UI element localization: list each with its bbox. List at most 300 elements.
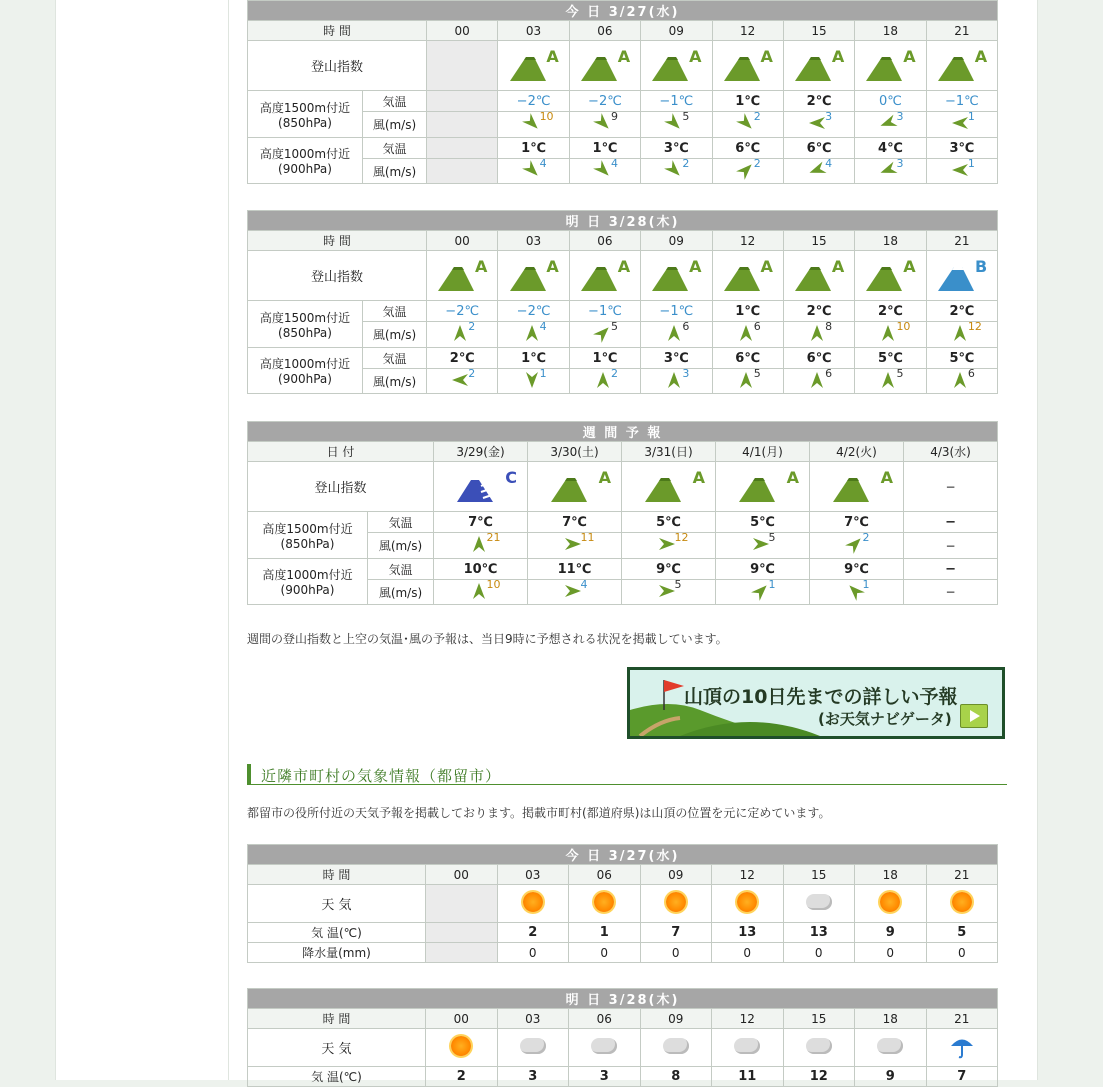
wind-speed: 2 (753, 110, 761, 123)
weather-cell (783, 1029, 855, 1067)
temp-cell: − (904, 559, 998, 580)
wind-arrow-icon (809, 371, 825, 389)
hour-cell: 15 (783, 865, 855, 885)
temp-cell: 9℃ (622, 559, 716, 580)
index-grade: A (760, 257, 773, 276)
wind-indicator (510, 366, 558, 390)
wind-arrow-icon (951, 162, 969, 178)
hour-label: 時 間 (248, 1009, 426, 1029)
wind-cell (622, 577, 716, 605)
wind-speed: 2 (862, 531, 870, 544)
alt1500-label: 高度1500m付近 (850hPa) (248, 512, 368, 559)
wind-indicator (866, 366, 914, 390)
index-cell (641, 251, 712, 301)
wind-speed: 3 (825, 110, 833, 123)
banner-subtitle: (お天気ナビゲータ) (818, 710, 952, 728)
temp-label: 気 温(℃) (248, 923, 426, 943)
hour-cell: 00 (427, 21, 498, 41)
wind-cell (569, 156, 640, 184)
wind-indicator (795, 320, 843, 343)
wind-arrow-icon (880, 371, 896, 389)
wind-indicator (457, 531, 505, 554)
table-title: 今 日 3/27(水) (248, 845, 998, 865)
sun-icon (451, 1036, 471, 1056)
precip-cell: 0 (497, 943, 569, 963)
wind-arrow-icon (452, 324, 468, 342)
wind-cell (569, 112, 640, 138)
index-cell (528, 462, 622, 512)
wind-speed: 2 (682, 156, 690, 170)
wind-label: 風(m/s) (363, 159, 427, 184)
index-grade: A (474, 257, 488, 276)
weekly-table (247, 421, 998, 605)
temp-cell: 12 (783, 1067, 855, 1087)
index-grade: A (786, 468, 799, 487)
index-cell (926, 41, 998, 91)
hour-cell: 12 (712, 21, 783, 41)
date-cell: 4/2(火) (810, 442, 904, 462)
mountain-index-icon (829, 462, 885, 508)
wind-cell (712, 322, 783, 348)
wind-indicator (652, 156, 700, 180)
wind-label: 風(m/s) (363, 322, 427, 348)
wind-cell (498, 366, 569, 394)
wind-arrow-icon (451, 372, 469, 388)
index-cell (498, 41, 569, 91)
precip-cell: 0 (712, 943, 784, 963)
temp-cell: 9 (855, 1067, 927, 1087)
weather-cell (426, 885, 498, 923)
wind-cell (528, 533, 622, 559)
wind-speed: 3 (896, 110, 904, 123)
temp-label: 気温 (368, 512, 434, 533)
temp-cell: 9℃ (716, 559, 810, 580)
wind-label: 風(m/s) (368, 580, 434, 605)
index-grade: A (831, 47, 845, 66)
temp-cell: 11 (712, 1067, 784, 1087)
temp-cell: 5℃ (716, 512, 810, 533)
wind-indicator (551, 531, 599, 554)
weather-label: 天 気 (248, 885, 426, 923)
wind-label: 風(m/s) (368, 533, 434, 559)
index-cell (427, 251, 498, 301)
wind-cell (810, 577, 904, 605)
temp-cell: 6℃ (783, 348, 854, 369)
weather-cell (640, 1029, 712, 1067)
index-cell: − (904, 462, 998, 512)
wind-indicator (724, 156, 772, 180)
temp-cell: 1℃ (712, 91, 783, 112)
wind-speed: 21 (486, 531, 501, 544)
temp-cell: 2℃ (855, 301, 926, 322)
index-label: 登山指数 (248, 251, 427, 301)
temp-cell: −1℃ (641, 301, 712, 322)
mountain-index-icon (735, 462, 791, 508)
wind-speed: 10 (486, 577, 501, 591)
hour-cell: 12 (712, 865, 784, 885)
section-heading (247, 764, 1007, 785)
wind-speed: 2 (468, 366, 476, 380)
weekly-note: 週間の登山指数と上空の気温･風の予報は、当日9時に予想される状況を掲載しています。 (247, 632, 728, 646)
wind-speed: 12 (674, 531, 689, 544)
wind-cell (498, 156, 569, 184)
wind-cell (434, 577, 528, 605)
cloud-icon (591, 1038, 617, 1054)
mountain-tomorrow-table (247, 210, 998, 394)
wind-arrow-icon (658, 583, 676, 599)
index-cell (926, 251, 998, 301)
temp-cell: 5℃ (926, 348, 998, 369)
wind-arrow-icon (471, 535, 487, 553)
wind-indicator (795, 110, 843, 133)
index-grade: A (546, 47, 559, 66)
index-grade: A (831, 257, 845, 276)
temp-cell: 5 (926, 923, 998, 943)
temp-cell: 5℃ (855, 348, 926, 369)
weather-cell (497, 885, 569, 923)
sun-icon (523, 892, 543, 912)
wind-speed: 10 (896, 320, 911, 333)
alt1000-label: 高度1000m付近 (900hPa) (248, 138, 363, 184)
wind-arrow-icon (951, 115, 969, 131)
wind-indicator (866, 156, 914, 180)
wind-indicator (581, 320, 629, 343)
hour-cell: 06 (569, 231, 640, 251)
wind-indicator (551, 577, 599, 601)
hour-cell: 06 (569, 865, 641, 885)
wind-speed: 8 (825, 320, 833, 333)
wind-cell (427, 366, 498, 394)
temp-cell: 2 (497, 923, 569, 943)
temp-cell: 3 (569, 1067, 641, 1087)
temp-cell: 7 (640, 923, 712, 943)
hour-cell: 03 (498, 21, 569, 41)
wind-speed: 6 (825, 366, 833, 380)
wind-indicator (938, 156, 986, 180)
wind-speed: 4 (580, 577, 588, 591)
wind-speed: 3 (896, 156, 904, 170)
wind-cell (783, 322, 854, 348)
temp-cell: 5℃ (622, 512, 716, 533)
wind-cell (855, 366, 926, 394)
weather-cell (783, 885, 855, 923)
left-sidebar (55, 0, 229, 1080)
temp-label: 気温 (368, 559, 434, 580)
hour-label: 時 間 (248, 21, 427, 41)
wind-cell (926, 322, 998, 348)
temp-label: 気温 (363, 91, 427, 112)
temp-cell: 1℃ (569, 138, 640, 159)
wind-arrow-icon (564, 583, 582, 599)
wind-cell (641, 366, 712, 394)
index-cell (712, 251, 783, 301)
cloud-icon (520, 1038, 546, 1054)
weather-cell (712, 1029, 784, 1067)
hour-cell: 21 (926, 1009, 998, 1029)
section-title: 近隣市町村の気象情報（都留市） (261, 767, 502, 785)
wind-speed: 9 (610, 110, 618, 123)
precip-label: 降水量(mm) (248, 943, 426, 963)
wind-indicator (581, 156, 629, 180)
wind-cell: − (904, 533, 998, 559)
temp-cell: 11℃ (528, 559, 622, 580)
temp-cell (427, 138, 498, 159)
hour-cell: 18 (855, 1009, 927, 1029)
date-cell: 3/30(土) (528, 442, 622, 462)
wind-indicator (652, 110, 700, 133)
temp-cell: 13 (783, 923, 855, 943)
wind-arrow-icon (658, 536, 676, 552)
mountain-index-icon (547, 462, 603, 508)
hour-cell: 03 (497, 1009, 569, 1029)
wind-cell (716, 577, 810, 605)
hour-cell: 09 (640, 1009, 712, 1029)
wind-indicator (645, 531, 693, 554)
weather-cell (855, 885, 927, 923)
table-title: 明 日 3/28(木) (248, 211, 998, 231)
wind-indicator (724, 110, 772, 133)
wind-indicator (457, 577, 505, 601)
wind-speed: 3 (682, 366, 690, 380)
index-grade: A (617, 47, 631, 66)
index-grade: A (903, 47, 916, 66)
index-grade: A (760, 47, 773, 66)
temp-cell: 3℃ (641, 348, 712, 369)
wind-speed: 1 (967, 110, 975, 123)
wind-speed: 1 (967, 156, 975, 170)
hour-label: 時 間 (248, 231, 427, 251)
sun-icon (737, 892, 757, 912)
temp-label: 気温 (363, 348, 427, 369)
wind-cell: − (904, 580, 998, 605)
wind-cell (926, 112, 998, 138)
sun-icon (666, 892, 686, 912)
weather-cell (569, 1029, 641, 1067)
mountain-storm-icon (453, 462, 509, 508)
index-cell (716, 462, 810, 512)
weather-cell (712, 885, 784, 923)
index-grade: A (692, 468, 705, 487)
wind-indicator (510, 156, 558, 180)
index-grade: A (903, 257, 916, 276)
wind-label: 風(m/s) (363, 369, 427, 394)
hour-cell: 15 (783, 21, 854, 41)
wind-indicator (938, 320, 986, 343)
temp-cell: − (904, 512, 998, 533)
wind-speed: 4 (539, 156, 547, 170)
wind-arrow-icon (666, 324, 682, 342)
temp-cell: 1℃ (498, 348, 569, 369)
temp-cell: 3 (497, 1067, 569, 1087)
temp-cell: −1℃ (569, 301, 640, 322)
temp-cell: 9 (855, 923, 927, 943)
wind-cell (569, 322, 640, 348)
temp-cell: −1℃ (641, 91, 712, 112)
wind-speed: 5 (610, 320, 618, 333)
hour-cell: 12 (712, 231, 783, 251)
wind-arrow-icon (666, 371, 682, 389)
index-grade: A (880, 468, 893, 487)
wind-cell (498, 112, 569, 138)
wind-speed: 1 (862, 577, 870, 591)
temp-cell: −2℃ (498, 301, 569, 322)
alt1000-label: 高度1000m付近 (900hPa) (248, 559, 368, 605)
weather-cell (640, 885, 712, 923)
wind-speed: 1 (768, 577, 776, 591)
wind-speed: 5 (896, 366, 904, 380)
wind-speed: 1 (539, 366, 547, 380)
temp-cell: 1℃ (569, 348, 640, 369)
temp-cell: 1℃ (498, 138, 569, 159)
date-cell: 3/31(日) (622, 442, 716, 462)
wind-indicator (739, 531, 787, 554)
wind-indicator (795, 366, 843, 390)
cloud-icon (806, 894, 832, 910)
wind-cell (427, 159, 498, 184)
index-grade: A (598, 468, 611, 487)
precip-cell (426, 943, 498, 963)
index-cell (712, 41, 783, 91)
city-today-table (247, 844, 998, 963)
cloud-icon (806, 1038, 832, 1054)
wind-cell (716, 533, 810, 559)
temp-cell: 3℃ (926, 138, 998, 159)
date-cell: 4/1(月) (716, 442, 810, 462)
index-grade: A (689, 257, 702, 276)
temp-cell: 0℃ (855, 91, 926, 112)
temp-cell: 6℃ (783, 138, 854, 159)
mountain-today-table (247, 0, 998, 184)
wind-indicator (833, 531, 881, 554)
index-cell (855, 41, 926, 91)
cloud-icon (663, 1038, 689, 1054)
wind-cell (855, 156, 926, 184)
forecast-navigator-banner[interactable] (627, 667, 1005, 739)
index-cell (434, 462, 528, 512)
wind-arrow-icon (738, 371, 754, 389)
temp-cell (427, 91, 498, 112)
wind-speed: 5 (753, 366, 761, 380)
date-cell: 3/29(金) (434, 442, 528, 462)
wind-arrow-icon (524, 324, 540, 342)
temp-cell: 2℃ (783, 91, 854, 112)
precip-cell: 0 (783, 943, 855, 963)
wind-speed: 6 (967, 366, 975, 380)
temp-cell: 7℃ (434, 512, 528, 533)
wind-indicator (438, 366, 486, 390)
table-title: 今 日 3/27(水) (248, 1, 998, 21)
wind-cell (712, 112, 783, 138)
index-cell (622, 462, 716, 512)
wind-cell (783, 156, 854, 184)
hour-cell: 09 (641, 231, 712, 251)
weather-cell (569, 885, 641, 923)
temp-cell (426, 923, 498, 943)
wind-arrow-icon (471, 582, 487, 600)
wind-cell (810, 533, 904, 559)
wind-arrow-icon (952, 371, 968, 389)
index-cell (783, 251, 854, 301)
hour-cell: 21 (926, 21, 998, 41)
hour-cell: 00 (426, 865, 498, 885)
index-cell (569, 41, 640, 91)
wind-speed: 2 (610, 366, 618, 380)
weather-label: 天 気 (248, 1029, 426, 1067)
wind-cell (427, 112, 498, 138)
wind-indicator (645, 577, 693, 601)
wind-cell (855, 322, 926, 348)
temp-label: 気 温(℃) (248, 1067, 426, 1087)
hour-cell: 00 (427, 231, 498, 251)
wind-cell (427, 322, 498, 348)
weather-cell (926, 1029, 998, 1067)
wind-indicator (581, 110, 629, 133)
wind-cell (528, 577, 622, 605)
date-cell: 4/3(水) (904, 442, 998, 462)
index-grade: A (617, 257, 631, 276)
temp-cell: 1 (569, 923, 641, 943)
wind-speed: 6 (682, 320, 690, 333)
hour-cell: 06 (569, 1009, 641, 1029)
precip-cell: 0 (855, 943, 927, 963)
wind-speed: 2 (468, 320, 476, 333)
temp-cell: 2℃ (783, 301, 854, 322)
hour-cell: 21 (926, 231, 998, 251)
wind-indicator (938, 110, 986, 133)
weather-cell (926, 885, 998, 923)
index-cell (855, 251, 926, 301)
wind-cell (434, 533, 528, 559)
wind-indicator (866, 320, 914, 343)
wind-speed: 2 (753, 156, 761, 170)
cloud-icon (734, 1038, 760, 1054)
wind-speed: 11 (580, 531, 595, 544)
cloud-icon (877, 1038, 903, 1054)
sun-icon (952, 892, 972, 912)
index-label: 登山指数 (248, 462, 434, 512)
wind-speed: 12 (967, 320, 982, 333)
alt1500-label: 高度1500m付近 (850hPa) (248, 91, 363, 138)
wind-cell (712, 366, 783, 394)
wind-cell (641, 156, 712, 184)
heading-accent-bar (247, 764, 251, 784)
weather-cell (497, 1029, 569, 1067)
index-label: 登山指数 (248, 41, 427, 91)
temp-cell: −1℃ (926, 91, 998, 112)
temp-label: 気温 (363, 301, 427, 322)
temp-cell: 4℃ (855, 138, 926, 159)
wind-arrow-icon (524, 371, 540, 389)
temp-cell: −2℃ (427, 301, 498, 322)
temp-cell: 3℃ (641, 138, 712, 159)
weather-cell (855, 1029, 927, 1067)
temp-cell: 9℃ (810, 559, 904, 580)
wind-speed: 5 (682, 110, 690, 123)
wind-arrow-icon (738, 324, 754, 342)
wind-cell (641, 112, 712, 138)
temp-cell: 10℃ (434, 559, 528, 580)
wind-cell (498, 322, 569, 348)
wind-speed: 5 (674, 577, 682, 591)
wind-cell (569, 366, 640, 394)
hour-cell: 06 (569, 21, 640, 41)
wind-indicator (510, 320, 558, 343)
wind-cell (926, 366, 998, 394)
play-icon[interactable] (960, 704, 988, 728)
temp-cell: 7 (926, 1067, 998, 1087)
index-cell (427, 41, 498, 91)
wind-arrow-icon (752, 536, 770, 552)
